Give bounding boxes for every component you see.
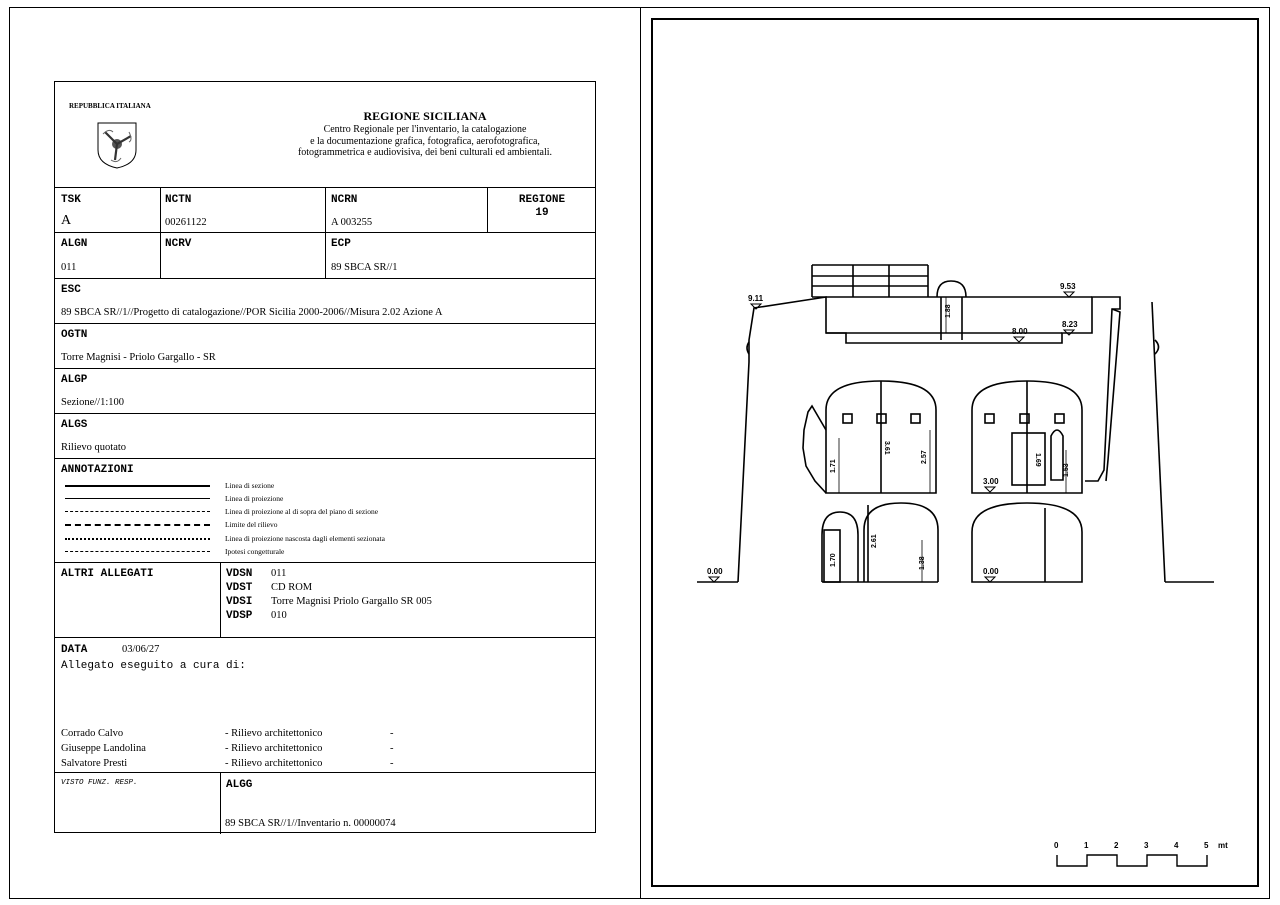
region-title: REGIONE SICILIANA xyxy=(363,109,487,123)
dimension-label: 3.61 xyxy=(883,441,890,455)
dimension-label: 2.57 xyxy=(921,450,928,464)
algs-label: ALGS xyxy=(61,419,88,431)
algs-value: Rilievo quotato xyxy=(61,442,127,453)
algn-value: 011 xyxy=(61,262,77,273)
legend-text: Linea di proiezione xyxy=(225,494,284,503)
dimension-label: 2.61 xyxy=(871,534,878,548)
regione-label: REGIONE xyxy=(518,194,566,206)
ogtn-label: OGTN xyxy=(61,329,88,341)
dimension-label: 1.69 xyxy=(1034,453,1041,467)
legend-text: Linea di proiezione al di sopra del piano di sezione xyxy=(225,507,379,516)
legend-text: Linea di proiezione nascosta dagli elementi sezionata xyxy=(225,534,385,543)
algg-value: 89 SBCA SR//1//Inventario n. 00000074 xyxy=(225,818,396,829)
algn-label: ALGN xyxy=(61,238,88,250)
level-marker: 3.00 xyxy=(983,477,999,486)
scale-tick: 2 xyxy=(1114,841,1119,850)
dimension-label: 1.70 xyxy=(830,553,837,567)
republic-label: REPUBBLICA ITALIANA xyxy=(69,102,151,110)
nctn-label: NCTN xyxy=(165,194,192,206)
catalog-card: REPUBBLICA ITALIANA REGIONE SICILIANA Centro Regionale per l'inventario, la catalogazione e la documentazione grafica, fotografica, aerofotografica, fotogrammetrica e audiovisiva, dei beni culturali ed ambientali. TSK A NCTN 00261122 NCRN A 003255 REGIONE 19 ALGN 011 NCRV ECP 89 SBCA SR//1 ESC 89 SBCA SR//1//Progetto di catalogazione//POR Sicilia 2000-2006//Misura 2.02 Azione A OGTN Torre Magnisi - Priolo Gargallo - SR ALGP Sezione//1:100 ALGS Rilievo quotato ANNOTAZIONI Linea di sezione Linea di proiezione Linea di proiezione al di sopra del piano di sezione Limite del rilievo Linea di proiezione nascosta dagli elementi sezionata Ipotesi congetturale ALTRI ALLEGATI VDSN 011 VDST CD ROM VDSI Torre Magnisi Priolo Gargallo SR 005 VDSP 010 DATA 03/06/27 Allegato eseguito a cura di: Corrado Calvo - Rilievo architettonico - Giuseppe Landolina - Rilievo architettonico - Salvatore Presti - Rilievo architettonico - VISTO FUNZ. RESP. ALGG 89 SBCA SR//1//Inventario n. 00000074 xyxy=(54,81,596,833)
level-marker: 8.00 xyxy=(1012,327,1028,336)
person-dash: - xyxy=(390,758,394,769)
nctn-value: 00261122 xyxy=(165,217,207,228)
dimension-label: 1.71 xyxy=(830,459,837,473)
regione-value: 19 xyxy=(535,207,549,219)
algp-value: Sezione//1:100 xyxy=(61,397,124,408)
person-dash: - xyxy=(390,728,394,739)
legend-text: Linea di sezione xyxy=(225,481,275,490)
visto-label: VISTO FUNZ. RESP. xyxy=(61,779,138,787)
dimension-label: 1.38 xyxy=(919,556,926,570)
scale-tick: 4 xyxy=(1174,841,1179,850)
person-role: - Rilievo architettonico xyxy=(225,728,323,739)
esc-value: 89 SBCA SR//1//Progetto di catalogazione//POR Sicilia 2000-2006//Misura 2.02 Azione A xyxy=(61,307,443,318)
level-marker: 8.23 xyxy=(1062,320,1078,329)
ogtn-value: Torre Magnisi - Priolo Gargallo - SR xyxy=(61,352,216,363)
person-dash: - xyxy=(390,743,394,754)
tsk-label: TSK xyxy=(61,194,81,206)
ncrn-label: NCRN xyxy=(331,194,358,206)
data-label: DATA xyxy=(61,644,88,656)
dimension-label: 1.88 xyxy=(945,304,952,318)
dimension-label: 1.53 xyxy=(1063,463,1070,477)
scale-bar xyxy=(1054,841,1228,866)
person-name: Giuseppe Landolina xyxy=(61,743,146,754)
curated-text: Allegato eseguito a cura di: xyxy=(61,660,246,672)
scale-tick: 0 xyxy=(1054,841,1059,850)
ncrv-label: NCRV xyxy=(165,238,192,250)
level-marker: 9.53 xyxy=(1060,282,1076,291)
person-name: Corrado Calvo xyxy=(61,728,124,739)
scale-unit: mt xyxy=(1218,841,1228,850)
data-date: 03/06/27 xyxy=(122,644,160,655)
legend-text: Limite del rilievo xyxy=(225,520,278,529)
annotazioni-label: ANNOTAZIONI xyxy=(61,464,134,476)
allegati-label: ALTRI ALLEGATI xyxy=(61,568,154,580)
level-marker: 9.11 xyxy=(748,294,764,303)
tsk-value: A xyxy=(61,213,72,228)
level-marker: 0.00 xyxy=(983,567,999,576)
person-role: - Rilievo architettonico xyxy=(225,743,323,754)
ecp-value: 89 SBCA SR//1 xyxy=(331,262,398,273)
region-subtitle: Centro Regionale per l'inventario, la catalogazione e la documentazione grafica, fotografica, aerofotografica, fotogrammetrica e audiovisiva, dei beni culturali ed ambientali. xyxy=(297,124,553,158)
person-name: Salvatore Presti xyxy=(61,758,128,769)
legend-text: Ipotesi congetturale xyxy=(225,547,285,556)
ecp-label: ECP xyxy=(331,238,351,250)
ncrn-value: A 003255 xyxy=(331,217,373,228)
scale-tick: 1 xyxy=(1084,841,1089,850)
esc-label: ESC xyxy=(61,284,81,296)
algp-label: ALGP xyxy=(61,374,88,386)
person-role: - Rilievo architettonico xyxy=(225,758,323,769)
scale-tick: 3 xyxy=(1144,841,1149,850)
level-marker: 0.00 xyxy=(707,567,723,576)
algg-label: ALGG xyxy=(226,779,253,791)
scale-tick: 5 xyxy=(1204,841,1209,850)
